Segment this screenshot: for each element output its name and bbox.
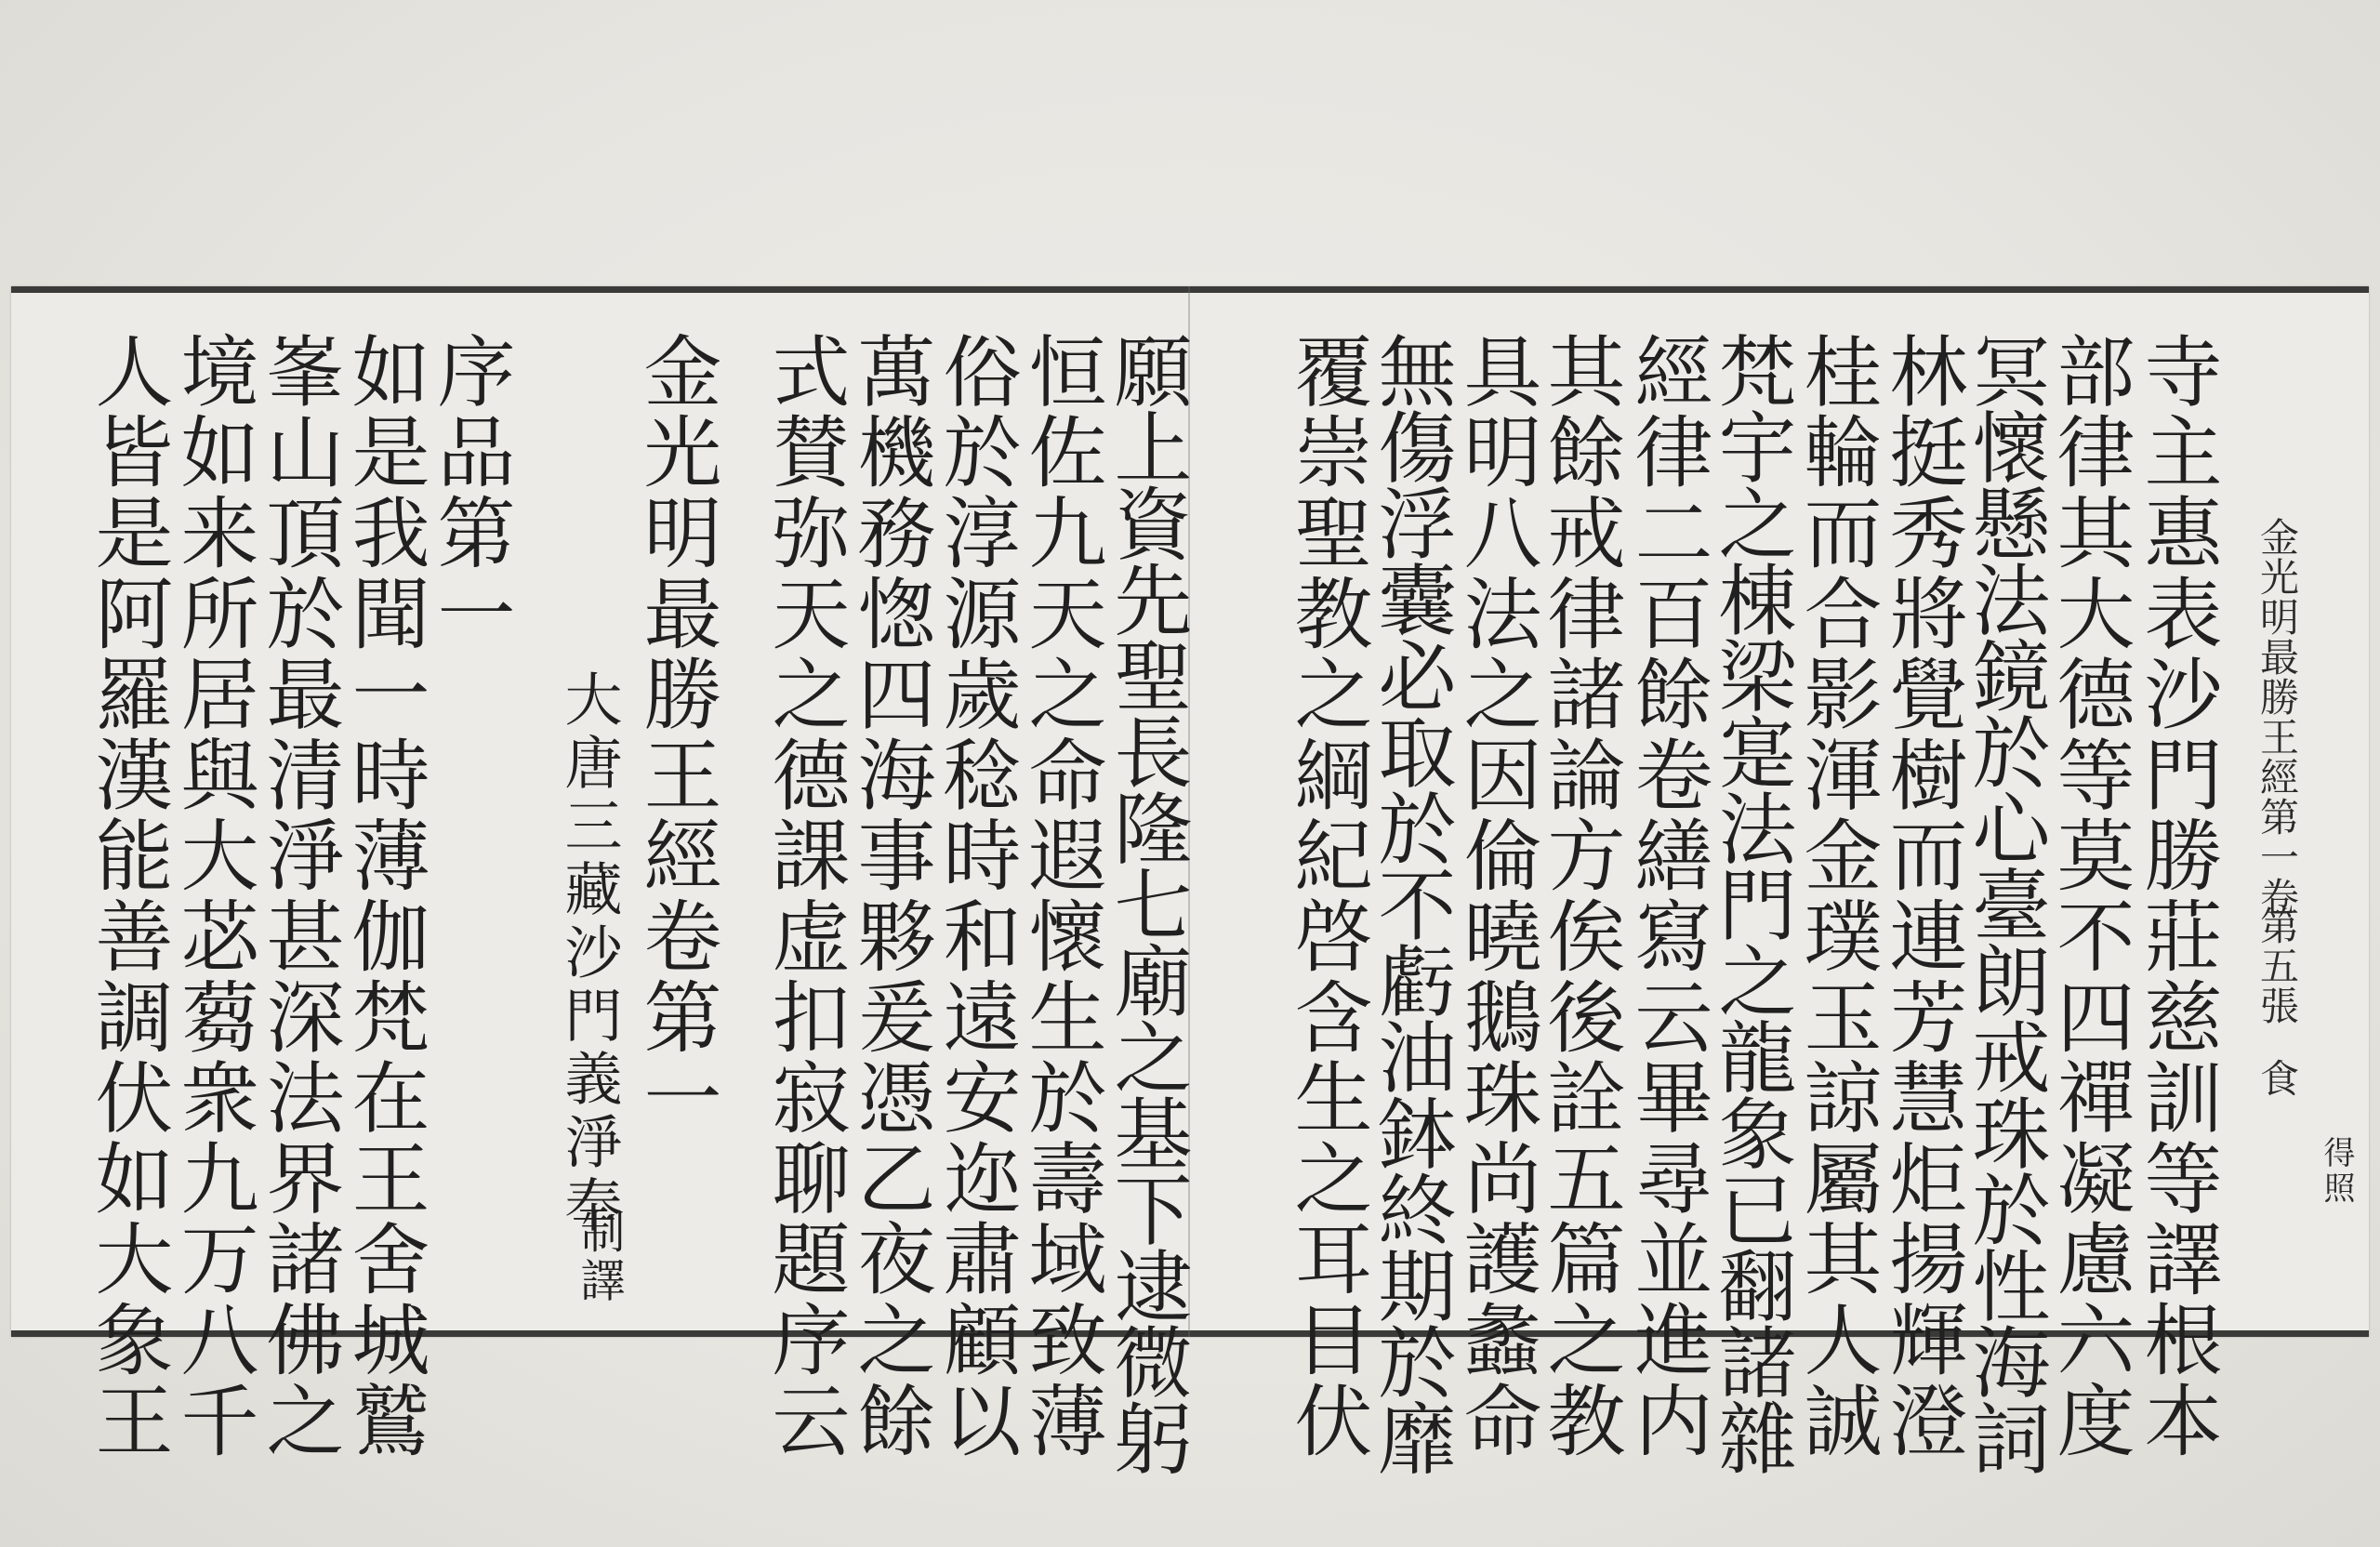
preface-column: 梵宇之棟梁寔法門之龍象已翻諸雜 bbox=[1706, 331, 1797, 1474]
chapter-title: 序品第一 bbox=[425, 331, 516, 654]
preface-column: 具明八法之因倫曉鵝珠尚護蠡命 bbox=[1451, 331, 1542, 1461]
preface-column: 願上資先聖長隆七廟之基下逮微躬 bbox=[1102, 331, 1193, 1474]
margin-char-1: 食 bbox=[2254, 1058, 2300, 1098]
preface-column: 部律其大德等莫不四禪凝慮六度 bbox=[2044, 331, 2135, 1461]
sutra-text-column: 如是我聞一時薄伽梵在王舍城鷲 bbox=[339, 331, 430, 1461]
preface-column: 寺主惠表沙門勝莊慈訓等譯根本 bbox=[2132, 331, 2223, 1461]
translator-role: 制譯 bbox=[573, 1209, 625, 1305]
sutra-text-column: 人皆是阿羅漢能善調伏如大象王 bbox=[83, 331, 174, 1461]
translator-line: 大唐三藏沙門義淨奉 bbox=[555, 669, 623, 1238]
margin-sutra-title: 金光明最勝王經第一卷 bbox=[2254, 517, 2300, 917]
preface-column: 其餘戒律諸論方俟後詮五篇之教 bbox=[1535, 331, 1626, 1461]
preface-column: 經律二百餘卷繕寫云畢尋並進内 bbox=[1622, 331, 1713, 1461]
preface-column: 恒佐九天之命遐懷生於壽域致薄 bbox=[1016, 331, 1107, 1461]
margin-sheet-number: 第五張 bbox=[2254, 906, 2300, 1025]
preface-column: 冥懷懸法鏡於心臺朗戒珠於性海詞 bbox=[1960, 331, 2051, 1474]
preface-column: 式賛弥天之德課虚扣寂聊題序云 bbox=[760, 331, 851, 1461]
margin-char-2: 得 bbox=[2318, 1136, 2355, 1169]
preface-column: 萬機務愡四海事夥爰憑乙夜之餘 bbox=[845, 331, 936, 1461]
preface-column: 無傷浮囊必取於不虧油鉢終期於靡 bbox=[1366, 331, 1457, 1474]
preface-column: 林挺秀將覺樹而連芳慧炬揚輝澄 bbox=[1877, 331, 1968, 1461]
preface-column: 俗於淳源歲稔時和遠安迩肅顧以 bbox=[931, 331, 1022, 1461]
sutra-text-column: 境如来所居與大苾蒭衆九万八千 bbox=[168, 331, 259, 1461]
preface-column: 覆崇聖教之綱紀啓含生之耳目伏 bbox=[1282, 331, 1373, 1461]
margin-char-3: 照 bbox=[2318, 1171, 2355, 1204]
sutra-text-column: 峯山頂於最清淨甚深法界諸佛之 bbox=[254, 331, 345, 1461]
sutra-title: 金光明最勝王經卷第一 bbox=[631, 331, 722, 1138]
preface-column: 桂輪而合影渾金璞玉諒屬其人誠 bbox=[1792, 331, 1883, 1461]
